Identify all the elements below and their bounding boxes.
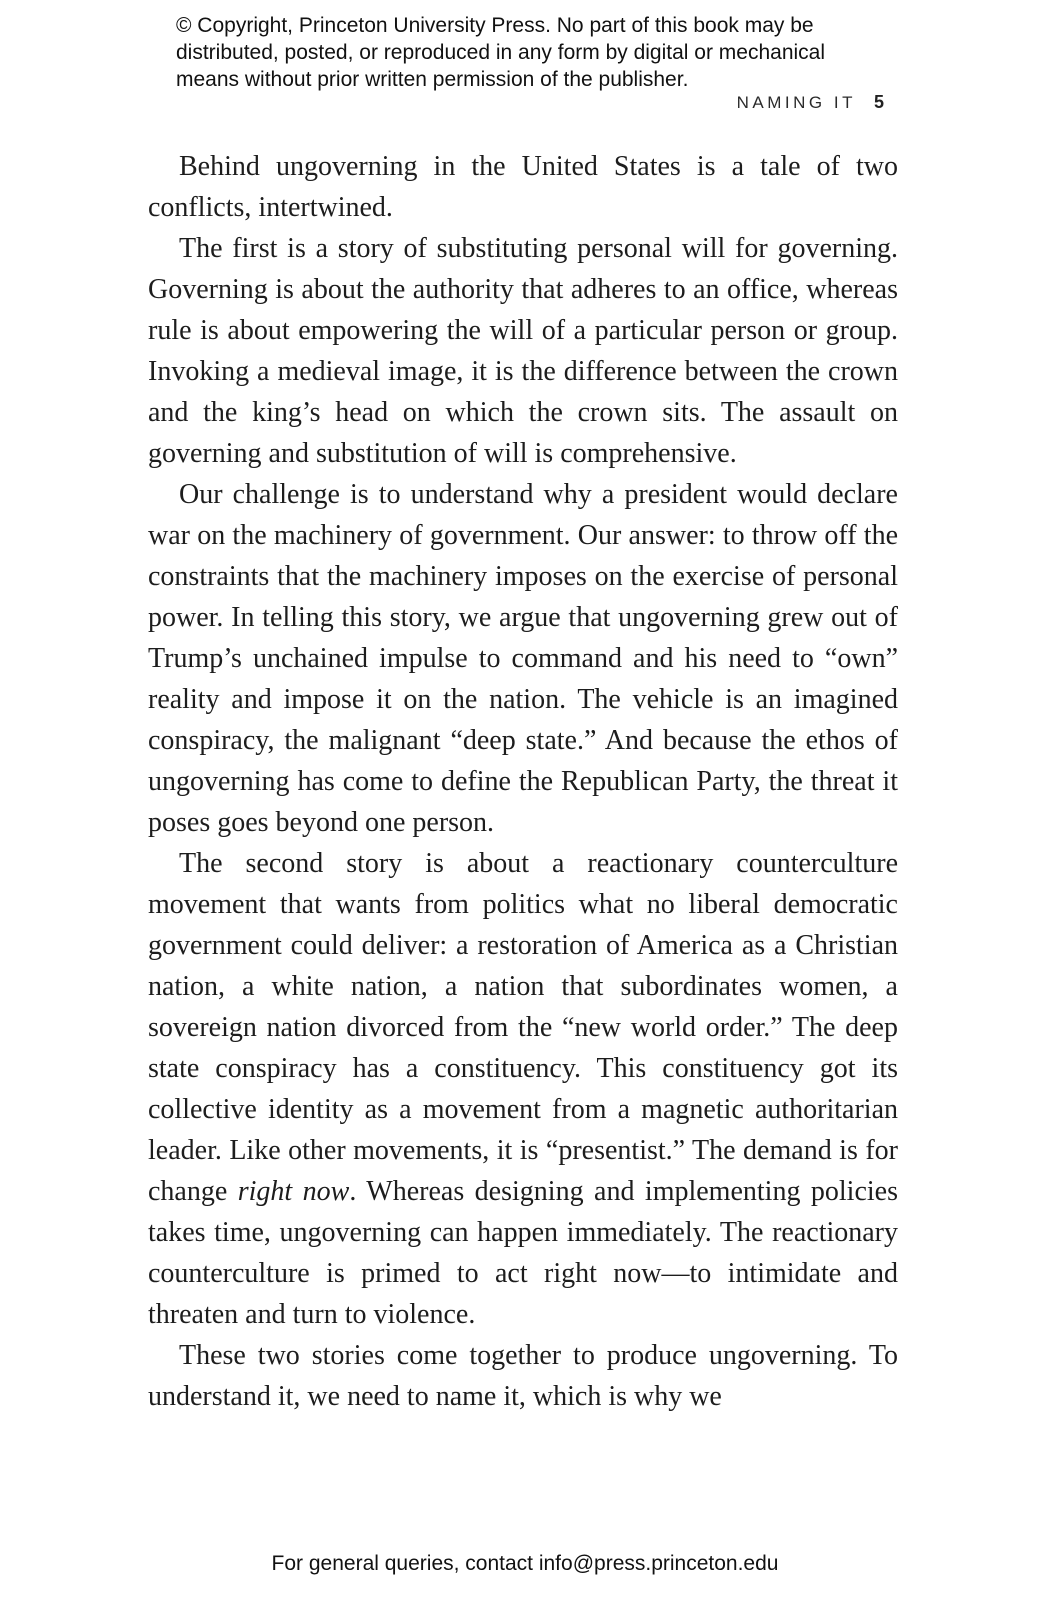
footer-queries [0, 1552, 1050, 1576]
running-head [148, 92, 884, 113]
body-text [148, 146, 898, 1417]
copyright-line: means without prior written permission of the publisher. [176, 68, 689, 91]
paragraph: The first is a story of substituting personal will for governing. Governing is about the authority that adheres to an office, whereas rule is about empowering the will of a particular person or group. Invoking a medieval image, it is the difference between the crown and the king’s head on which the crown sits. The assault on governing and substitution of will is comprehensive. [148, 233, 898, 469]
paragraph: Behind ungoverning in the United States is a tale of two conflicts, intertwined. [148, 151, 898, 223]
paragraph: Our challenge is to understand why a president would declare war on the machinery of government. Our answer: to throw off the constraints that the machinery imposes on the exercise of personal power. In telling this story, we argue that ungoverning grew out of Trump’s unchained impulse to command and his need to “own” reality and impose it on the nation. The vehicle is an imagined conspiracy, the malignant “deep state.” And because the ethos of ungoverning has come to define the Republican Party, the threat it poses goes beyond one person. [148, 479, 898, 838]
copyright-line: © Copyright, Princeton University Press. No part of this book may be [176, 14, 814, 37]
paragraph: The second story is about a reactionary counterculture movement that wants from politics what no liberal democratic government could deliver: a restoration of America as a Christian nation, a white nation, a nation that subordinates women, a sovereign nation divorced from the “new world order.” The deep state conspiracy has a constituency. This constituency got its collective identity as a movement from a magnetic authoritarian leader. Like other movements, it is “presentist.” The demand is for change right now. Whereas designing and implementing policies takes time, ungoverning can happen immediately. The reactionary counterculture is primed to act right now—to intimidate and threaten and turn to violence. [148, 848, 898, 1330]
copyright-line: distributed, posted, or reproduced in any form by digital or mechanical [176, 41, 826, 64]
copyright-notice [176, 12, 825, 93]
footer-text: For general queries, contact info@press.princeton.edu [271, 1552, 779, 1575]
page-number: 5 [873, 92, 884, 112]
running-head-title: NAMING IT [736, 93, 856, 112]
paragraph: These two stories come together to produce ungoverning. To understand it, we need to name it, which is why we [148, 1340, 898, 1412]
